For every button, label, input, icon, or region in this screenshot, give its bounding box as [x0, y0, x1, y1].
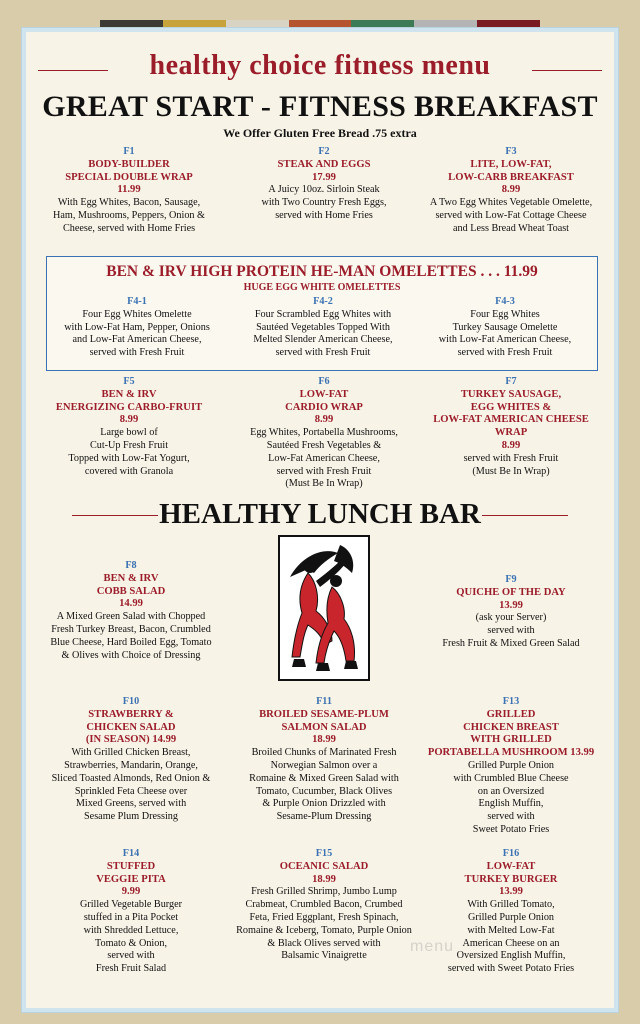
item-code: F11 [316, 696, 332, 707]
menu-item-f4-1 [47, 296, 227, 360]
breakfast-title: GREAT START - FITNESS BREAKFAST [42, 90, 598, 123]
item-price: 18.99 [312, 734, 336, 746]
menu-item-f15 [222, 848, 426, 963]
item-code: F14 [122, 848, 140, 859]
lunch-title: HEALTHY LUNCH BAR [159, 498, 481, 530]
item-name: OCEANIC SALAD [279, 860, 369, 872]
item-name: BROILED SESAME-PLUM SALMON SALAD [259, 708, 389, 733]
item-name: BODY-BUILDER SPECIAL DOUBLE WRAP [65, 158, 193, 183]
menu-item-f3 [408, 146, 614, 236]
menu-header [26, 50, 614, 82]
menu-item-f2 [228, 146, 420, 223]
item-code: F16 [502, 848, 520, 859]
menu-item-f10 [26, 696, 236, 824]
item-price: 9.99 [121, 886, 141, 898]
item-description: (ask your Server) served with Fresh Fruit & Mixed Green Salad [442, 612, 580, 649]
item-description: Grilled Vegetable Burger stuffed in a Pita Pocket with Shredded Lettuce, Tomato & Onion, served with Fresh Fruit Salad [79, 899, 183, 975]
item-price: 13.99 [499, 599, 523, 611]
item-price: 8.99 [501, 439, 521, 451]
item-description: A Juicy 10oz. Sirloin Steak with Two Country Fresh Eggs, served with Home Fries [261, 184, 387, 221]
stripe [163, 20, 226, 28]
item-description: A Mixed Green Salad with Chopped Fresh Turkey Breast, Bacon, Crumbled Blue Cheese, Hard Boiled Egg, Tomato & Olives with Choice of Dressing [50, 611, 212, 661]
color-stripe-bar [100, 20, 540, 28]
item-description: Four Scrambled Egg Whites with Sautéed Vegetables Topped With Melted Slender American Cheese, served with Fresh Fruit [253, 308, 393, 359]
item-code: F15 [315, 848, 333, 859]
menu-card [22, 28, 618, 1012]
menu-item-f11 [222, 696, 426, 824]
menu-item-f14 [28, 848, 234, 976]
omelettes-subtitle: HUGE EGG WHITE OMELETTES [243, 282, 401, 293]
divider [38, 70, 108, 71]
menu-item-f4-2 [229, 296, 417, 360]
item-code: F7 [505, 376, 517, 387]
item-code: F13 [502, 696, 520, 707]
item-price: 8.99 [314, 414, 334, 426]
item-name: BEN & IRV ENERGIZING CARBO-FRUIT [55, 388, 203, 413]
menu-item-f9 [408, 574, 614, 651]
menu-item-f16 [404, 848, 618, 976]
menu-script-title: healthy choice fitness menu [149, 50, 491, 81]
item-code: F10 [122, 696, 140, 707]
stripe [289, 20, 352, 28]
stripe [477, 20, 540, 28]
stripe [226, 20, 289, 28]
item-description: Four Egg Whites Omelette with Low-Fat Ham, Pepper, Onions and Low-Fat American Cheese, served with Fresh Fruit [64, 308, 210, 359]
divider [482, 515, 568, 516]
menu-item-f6 [228, 376, 420, 491]
watermark: menu [410, 938, 455, 955]
item-name: LOW-FAT CARDIO WRAP [285, 388, 363, 413]
item-name: GRILLED CHICKEN BREAST WITH GRILLED PORTABELLA MUSHROOM 13.99 [427, 708, 595, 759]
lunch-header [26, 498, 614, 531]
item-price: 8.99 [501, 184, 521, 196]
menu-item-f5 [34, 376, 224, 478]
menu-item-f1 [34, 146, 224, 236]
item-name: LOW-FAT TURKEY BURGER [464, 860, 558, 885]
item-code: F4-1 [127, 296, 147, 307]
menu-item-f13 [404, 696, 618, 837]
omelettes-title: BEN & IRV HIGH PROTEIN HE-MAN OMELETTES . . . 11.99 [106, 263, 538, 280]
item-description: served with Fresh Fruit (Must Be In Wrap) [463, 452, 559, 477]
item-name: STRAWBERRY & CHICKEN SALAD (IN SEASON) 14.99 [85, 708, 177, 746]
item-description: Fresh Grilled Shrimp, Jumbo Lump Crabmeat, Crumbled Bacon, Crumbed Feta, Fried Eggplant, Fresh Spinach, Romaine & Iceberg, Tomato, Purple Onion & Black Olives served with Balsamic Vinaigrette [236, 886, 412, 962]
item-code: F2 [318, 146, 330, 157]
stripe [351, 20, 414, 28]
item-description: Grilled Purple Onion with Crumbled Blue Cheese on an Oversized English Muffin, served with Sweet Potato Fries [453, 759, 569, 835]
item-code: F4-3 [495, 296, 515, 307]
item-price: 17.99 [312, 171, 336, 183]
item-code: F9 [505, 574, 517, 585]
dancers-logo-icon [278, 535, 370, 681]
item-price: 8.99 [119, 414, 139, 426]
item-description: Egg Whites, Portabella Mushrooms, Sautéed Fresh Vegetables & Low-Fat American Cheese, served with Fresh Fruit (Must Be In Wrap) [250, 427, 398, 490]
item-code: F4-2 [313, 296, 333, 307]
item-name: TURKEY SAUSAGE, EGG WHITES & LOW-FAT AMERICAN CHEESE WRAP [433, 388, 589, 439]
item-code: F8 [125, 560, 137, 571]
item-description: With Egg Whites, Bacon, Sausage, Ham, Mushrooms, Peppers, Onion & Cheese, served with Home Fries [53, 197, 205, 234]
item-description: Broiled Chunks of Marinated Fresh Norwegian Salmon over a Romaine & Mixed Green Salad with Tomato, Cucumber, Black Olives & Purple Onion Drizzled with Sesame-Plum Dressing [249, 747, 399, 823]
dancers-logo-graphic [280, 537, 368, 679]
item-description: With Grilled Chicken Breast, Strawberries, Mandarin, Orange, Sliced Toasted Almonds, Red Onion & Sprinkled Feta Cheese over Mixed Greens, served with Sesame Plum Dressing [51, 747, 211, 823]
item-code: F3 [505, 146, 517, 157]
item-code: F1 [123, 146, 135, 157]
item-name: STUFFED VEGGIE PITA [96, 860, 166, 885]
item-code: F5 [123, 376, 135, 387]
item-code: F6 [318, 376, 330, 387]
stripe [414, 20, 477, 28]
item-price: 18.99 [312, 873, 336, 885]
item-price: 14.99 [119, 598, 143, 610]
item-name: LITE, LOW-FAT, LOW-CARB BREAKFAST [448, 158, 574, 183]
item-price: 11.99 [117, 184, 141, 196]
item-price: 13.99 [499, 886, 523, 898]
divider [72, 515, 158, 516]
menu-item-f7 [408, 376, 614, 478]
menu-item-f8 [28, 560, 234, 662]
item-name: BEN & IRV COBB SALAD [96, 572, 166, 597]
gluten-free-note: We Offer Gluten Free Bread .75 extra [223, 126, 417, 140]
item-name: STEAK AND EGGS [277, 158, 371, 170]
item-description: A Two Egg Whites Vegetable Omelette, served with Low-Fat Cottage Cheese and Less Bread Wheat Toast [429, 197, 593, 234]
item-description: Four Egg Whites Turkey Sausage Omelette with Low-Fat American Cheese, served with Fresh Fruit [438, 308, 572, 359]
item-description: With Grilled Tomato, Grilled Purple Onion with Melted Low-Fat American Cheese on an Oversized English Muffin, served with Sweet Potato Fries [447, 899, 575, 975]
omelettes-box [46, 256, 598, 371]
item-name: QUICHE OF THE DAY [456, 586, 566, 598]
item-description: Large bowl of Cut-Up Fresh Fruit Topped with Low-Fat Yogurt, covered with Granola [68, 427, 190, 477]
stripe [100, 20, 163, 28]
menu-item-f4-3 [415, 296, 595, 360]
divider [532, 70, 602, 71]
